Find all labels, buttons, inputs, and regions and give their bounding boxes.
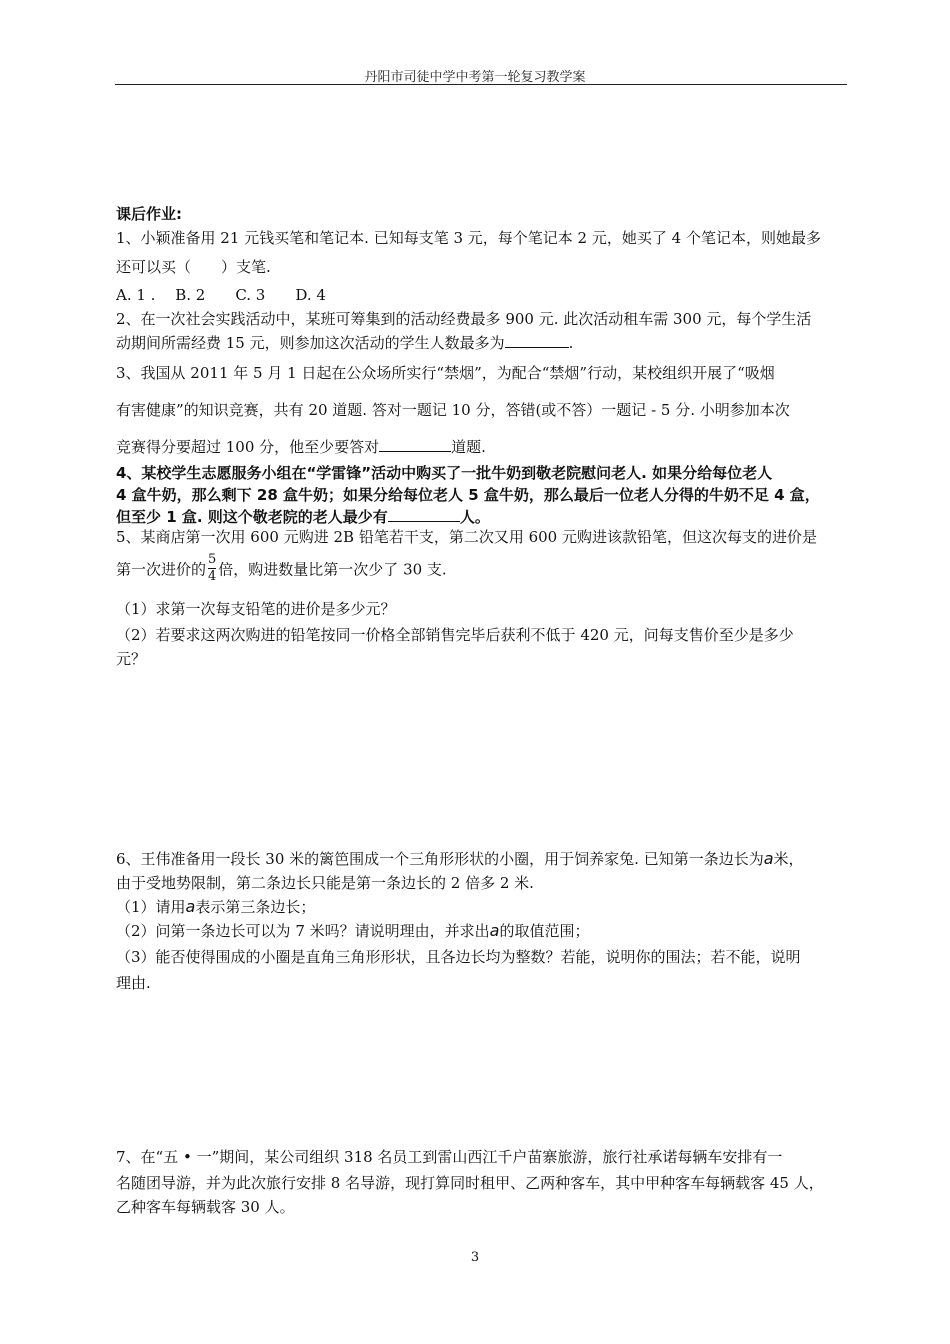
q6-line2: 由于受地势限制，第二条边长只能是第一条边长的 2 倍多 2 米. (116, 874, 534, 892)
q3-answer-blank[interactable] (379, 437, 451, 452)
q6-sub1-end: 表示第三条边长； (195, 898, 316, 916)
q2-line2-end: . (568, 334, 574, 352)
q4-line3-end: 人。 (459, 508, 490, 526)
fraction-denominator: 4 (208, 569, 217, 584)
q7-line1: 7、在“五 • 一”期间，某公司组织 318 名员工到雷山西江千户苗寨旅游，旅行社承诺每辆车安排有一 (116, 1148, 783, 1166)
variable-a: a (763, 849, 774, 868)
q6-sub3: （3）能否使得围成的小圈是直角三角形形状，且各边长均为整数？若能，说明你的围法；若不能，说明 (116, 948, 801, 966)
q3-line2: 有害健康”的知识竞赛，共有 20 道题. 答对一题记 10 分，答错(或不答）一题记 - 5 分. 小明参加本次 (116, 401, 790, 419)
q4-line3 (116, 506, 856, 528)
q7-line2: 名随团导游，并为此次旅行安排 8 名导游，现打算同时租甲、乙两种客车，其中甲种客车每辆载客 45 人， (116, 1174, 824, 1192)
q5-line1: 5、某商店第一次用 600 元购进 2B 铅笔若干支，第二次又用 600 元购进该款铅笔，但这次每支的进价是 (116, 528, 817, 546)
variable-a: a (185, 897, 196, 916)
q3-line3 (116, 436, 856, 458)
q5-line2 (116, 554, 856, 587)
q2-line1: 2、在一次社会实践活动中，某班可筹集到的活动经费最多 900 元. 此次活动租车需 300 元，每个学生活 (116, 310, 812, 328)
q6-sub1-text: （1）请用 (116, 898, 186, 916)
q3-line3-end: 道题. (451, 438, 486, 456)
q6-line1-end: 米， (773, 850, 804, 868)
section-title: 课后作业: (116, 205, 182, 223)
q4-line3-text: 但至少 1 盒. 则这个敬老院的老人最少有 (116, 508, 388, 526)
q3-line3-text: 竞赛得分要超过 100 分，他至少要答对 (116, 438, 380, 456)
q1-line2: 还可以买（ ）支笔. (116, 258, 271, 276)
q6-line1-text: 6、王伟准备用一段长 30 米的篱笆围成一个三角形形状的小圈，用于饲养家兔. 已知第一条边长为 (116, 850, 764, 868)
q3-line1: 3、我国从 2011 年 5 月 1 日起在公众场所实行“禁烟”，为配合“禁烟”行动，某校组织开展了“吸烟 (116, 364, 775, 382)
q1-options: A. 1 . B. 2 C. 3 D. 4 (116, 286, 326, 304)
q4-line2: 4 盒牛奶，那么剩下 28 盒牛奶；如果分给每位老人 5 盒牛奶，那么最后一位老人分得的牛奶不足 4 盒， (116, 486, 820, 504)
q5-sub2: （2）若要求这两次购进的铅笔按同一价格全部销售完毕后获利不低于 420 元，问每支售价至少是多少 (116, 626, 794, 644)
q2-answer-blank[interactable] (505, 333, 569, 348)
q4-answer-blank[interactable] (388, 507, 460, 522)
q2-line2-text: 动期间所需经费 15 元，则参加这次活动的学生人数最多为 (116, 334, 505, 352)
q6-line1 (116, 848, 856, 870)
q6-sub1 (116, 896, 856, 918)
page-number: 3 (470, 1250, 480, 1265)
q5-line2-end: 倍，购进数量比第一次少了 30 支. (218, 560, 447, 579)
q4-line1: 4、某校学生志愿服务小组在“学雷锋”活动中购买了一批牛奶到敬老院慰问老人. 如果分给每位老人 (116, 464, 773, 482)
page-header-title: 丹阳市司徒中学中考第一轮复习教学案 (364, 70, 586, 85)
header-rule (115, 84, 847, 85)
q6-sub3-cont: 理由. (116, 974, 151, 992)
q5-line2-text: 第一次进价的 (116, 560, 207, 579)
q2-line2 (116, 332, 856, 354)
q6-sub2-end: 的取值范围； (499, 922, 590, 940)
fraction-five-fourths (208, 552, 216, 585)
fraction-numerator: 5 (208, 552, 217, 567)
variable-a: a (489, 921, 500, 940)
q5-sub1: （1）求第一次每支铅笔的进价是多少元？ (116, 600, 396, 618)
q1-line1: 1、小颖准备用 21 元钱买笔和笔记本. 已知每支笔 3 元，每个笔记本 2 元，她买了 4 个笔记本，则她最多 (116, 229, 821, 247)
q6-sub2 (116, 920, 856, 942)
q7-line3: 乙种客车每辆载客 30 人。 (116, 1198, 295, 1216)
q5-sub2-cont: 元？ (116, 650, 147, 668)
q6-sub2-text: （2）问第一条边长可以为 7 米吗？请说明理由，并求出 (116, 922, 490, 940)
